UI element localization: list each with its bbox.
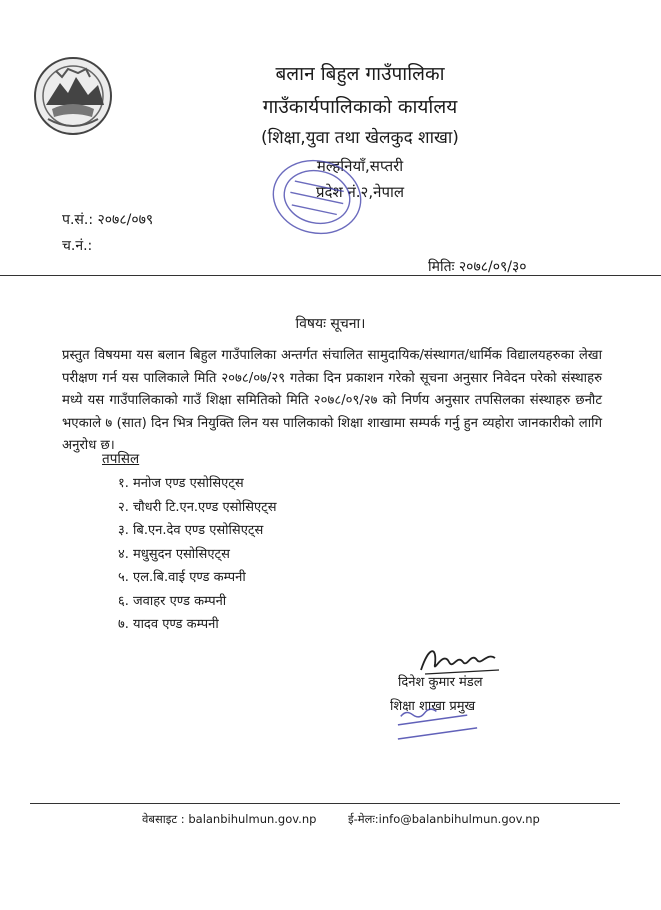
province-line: प्रदेश नं.२,नेपाल — [315, 183, 405, 201]
office-name: गाउँकार्यपालिकाको कार्यालय — [262, 96, 458, 118]
list-item: २. चौधरी टि.एन.एण्ड एसोसिएट्स — [118, 499, 277, 515]
signature-stamp-icon — [390, 700, 505, 745]
list-heading: तपसिल — [102, 451, 140, 467]
list-item: ४. मधुसुदन एसोसिएट्स — [118, 546, 230, 562]
website-link[interactable]: वेबसाइट : balanbihulmun.gov.np — [142, 812, 317, 826]
subject-line: विषयः सूचना। — [295, 316, 366, 332]
list-item: ६. जवाहर एण्ड कम्पनी — [118, 593, 227, 609]
list-item: ५. एल.बि.वाई एण्ड कम्पनी — [118, 570, 246, 585]
office-seal-icon — [262, 152, 372, 242]
reference-number: प.सं.: २०७८/०७९ — [62, 212, 154, 228]
letter-date: मितिः २०७८/०९/३० — [428, 259, 527, 275]
list-item: १. मनोज एण्ड एसोसिएट्स — [118, 476, 244, 491]
email-link[interactable]: ई-मेलः:info@balanbihulmun.gov.np — [348, 812, 540, 826]
signatory-name: दिनेश कुमार मंडल — [398, 675, 483, 690]
dispatch-number: च.नं.: — [62, 238, 93, 254]
header-divider — [0, 275, 661, 276]
list-item: ७. यादव एण्ड कम्पनी — [118, 617, 219, 632]
footer-divider — [30, 803, 620, 804]
signatory-title: शिक्षा शाखा प्रमुख — [390, 699, 476, 714]
address-line: मल्हनियाँ,सप्तरी — [316, 157, 404, 175]
branch-name: (शिक्षा,युवा तथा खेलकुद शाखा) — [261, 128, 459, 148]
nepal-emblem-icon — [32, 55, 114, 137]
notice-body: प्रस्तुत विषयमा यस बलान बिहुल गाउँपालिका अन्तर्गत संचालित सामुदायिक/संस्थागत/धार्मिक विद्यालयहरुका लेखा परीक्षण गर्न यस पालिकाले मिति २०७८/०७/२९ गतेका दिन प्रकाशन गरेको सूचना अनुसार निवेदन परेको संस्थाहरु मध्ये यस गाउँपालिकाको गाउँ शिक्षा समितिको मिति २०७८/०९/२७ को निर्णय अनुसार तपसिलका संस्थाहरु छनौट भएकाले ७ (सात) दिन भित्र नियुक्ति लिन यस पालिकाको शिक्षा शाखामा सम्पर्क गर्नु हुन व्यहोरा जानकारीको लागि अनुरोध छ। — [62, 348, 602, 453]
selected-firms-list — [118, 473, 277, 638]
list-item: ३. बि.एन.देव एण्ड एसोसिएट्स — [118, 523, 264, 538]
municipality-name: बलान बिहुल गाउँपालिका — [275, 63, 445, 85]
